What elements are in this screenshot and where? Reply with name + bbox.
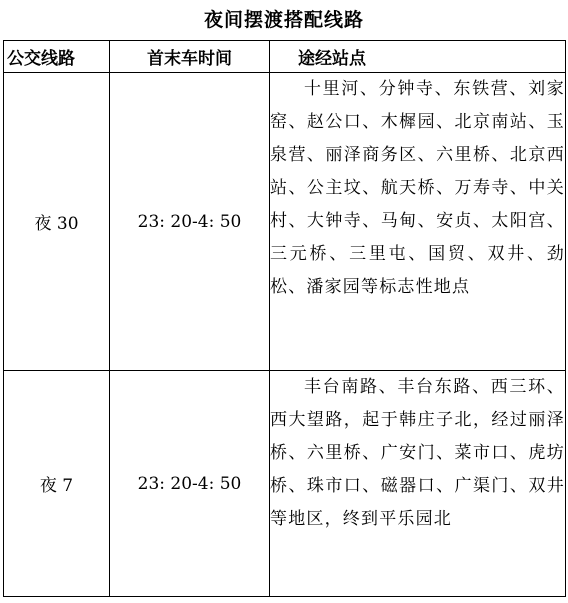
document-title: 夜间摆渡搭配线路 xyxy=(203,9,364,31)
bus-route-table xyxy=(3,40,566,597)
header-time: 首末车时间 xyxy=(110,41,270,73)
route-name: 夜 7 xyxy=(4,371,110,597)
route-name: 夜 30 xyxy=(4,73,110,371)
route-stops: 十里河、分钟寺、东铁营、刘家窑、赵公口、木樨园、北京南站、玉泉营、丽泽商务区、六里桥、北京西站、公主坟、航天桥、万寿寺、中关村、大钟寺、马甸、安贞、太阳宫、三元桥、三里屯、国贸、双井、劲松、潘家园等标志性地点 xyxy=(270,73,566,371)
table-header-row xyxy=(4,41,566,73)
header-stops: 途经站点 xyxy=(270,41,566,73)
route-stops: 丰台南路、丰台东路、西三环、西大望路，起于韩庄子北，经过丽泽桥、六里桥、广安门、菜市口、虎坊桥、珠市口、磁器口、广渠门、双井等地区，终到平乐园北 xyxy=(270,371,566,597)
service-time: 23: 20-4: 50 xyxy=(110,73,270,371)
service-time: 23: 20-4: 50 xyxy=(110,371,270,597)
table-row xyxy=(4,371,566,597)
table-row xyxy=(4,73,566,371)
header-route: 公交线路 xyxy=(4,41,110,73)
